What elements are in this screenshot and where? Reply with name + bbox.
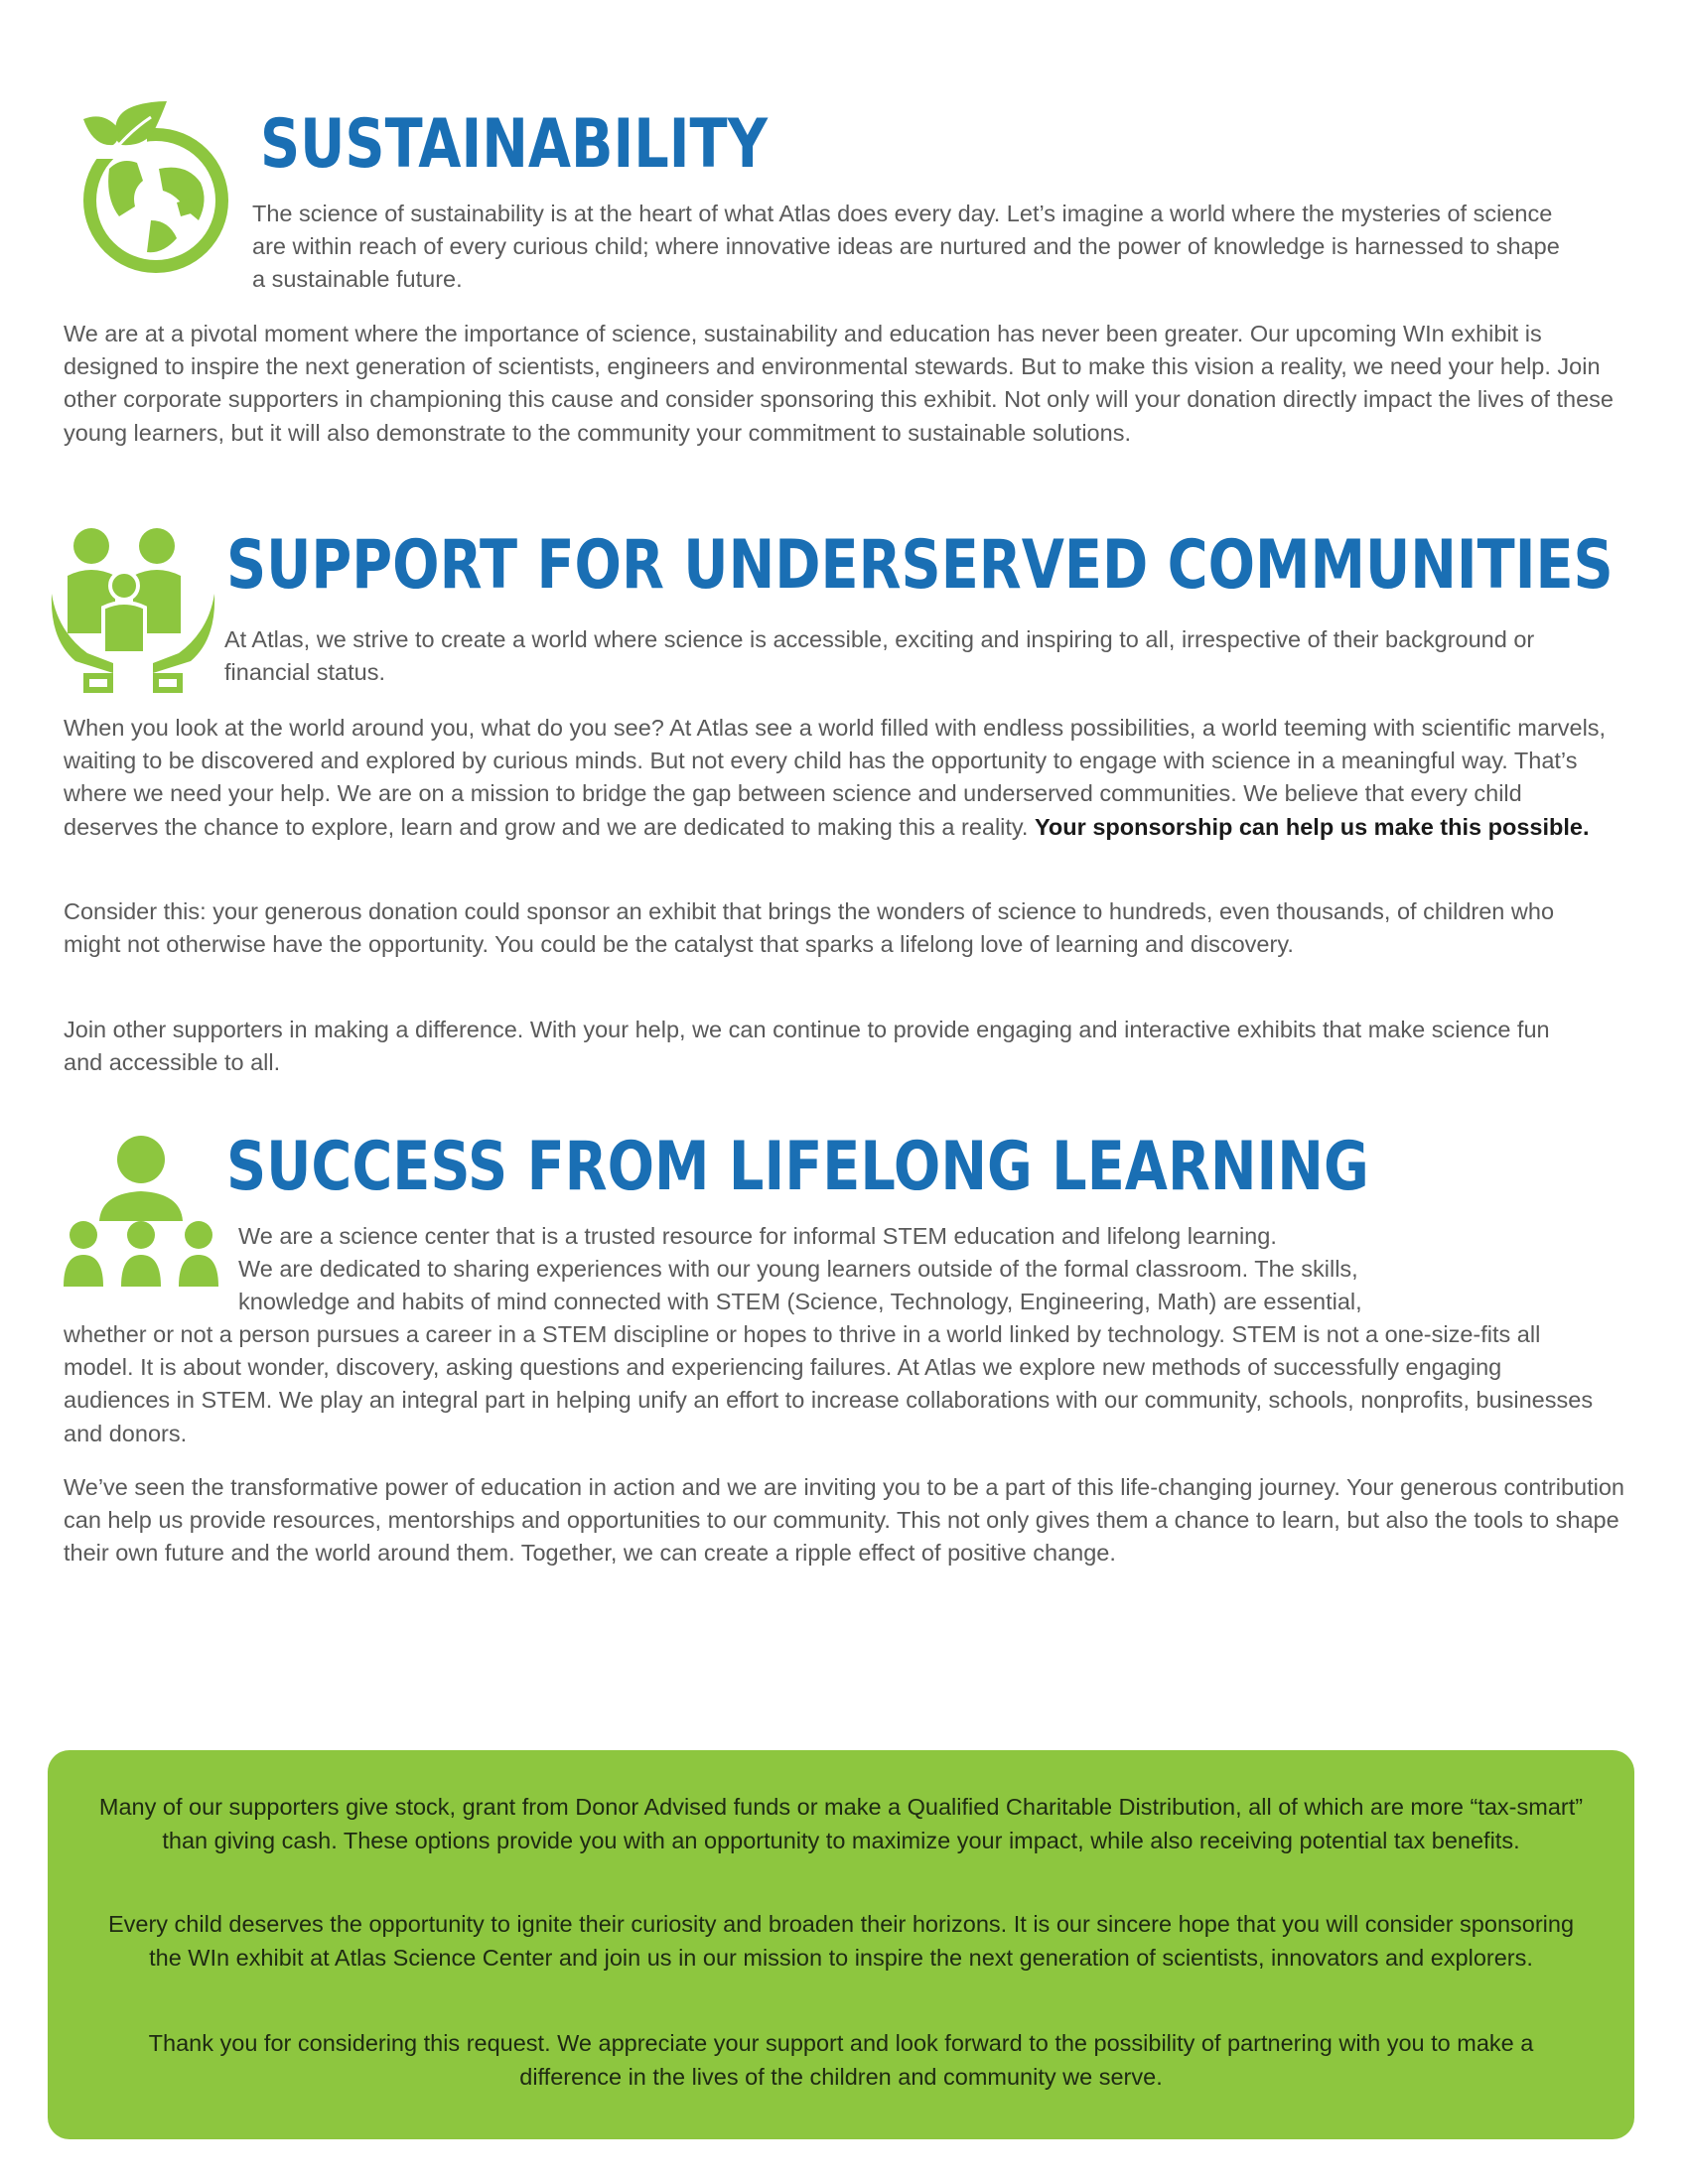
group-learning-icon: [62, 1132, 220, 1291]
globe-leaf-icon: [60, 99, 238, 278]
section-intro-line-3: knowledge and habits of mind connected with STEM (Science, Technology, Engineering, Math) are essential,: [238, 1289, 1362, 1314]
section-body-sustainability: We are at a pivotal moment where the importance of science, sustainability and education has never been greater. Our upcoming WIn exhibit is designed to inspire the next generation of scientists, engineers and environmental stewards. But to make this vision a reality, we need your help. Join other corporate supporters in championing this cause and consider sponsoring this exhibit. Not only will your donation directly impact the lives of these young learners, but it will also demonstrate to the community your commitment to sustainable solutions.: [64, 321, 1614, 446]
section-intro-line-2: We are dedicated to sharing experiences with our young learners outside of the formal classroom. The skills,: [238, 1256, 1358, 1282]
tax-smart-callout: [48, 1750, 1634, 2139]
section-title-underserved: SUPPORT FOR UNDERSERVED COMMUNITIES: [226, 526, 1614, 605]
section-body-underserved-1-text: When you look at the world around you, what do you see? At Atlas see a world filled with endless possibilities, a world teeming with scientific marvels, waiting to be discovered and explored by curious minds. But not every child has the opportunity to engage with science in a meaningful way. That’s where we need your help. We are on a mission to bridge the gap between science and underserved communities. We believe that every child deserves the chance to explore, learn and grow and we are dedicated to making this a reality.: [64, 715, 1607, 840]
bold-sponsorship-sentence: Your sponsorship can help us make this possible.: [1035, 813, 1590, 840]
section-title-sustainability: SUSTAINABILITY: [260, 105, 768, 184]
section-body-underserved-3: Join other supporters in making a difference. With your help, we can continue to provide engaging and interactive exhibits that make science fun and accessible to all.: [64, 1017, 1550, 1076]
section-title-lifelong-learning: SUCCESS FROM LIFELONG LEARNING: [226, 1128, 1369, 1206]
section-intro-line-1: We are a science center that is a trusted resource for informal STEM education and lifelong learning.: [238, 1223, 1277, 1249]
section-body-lifelong-1: whether or not a person pursues a career in a STEM discipline or hopes to thrive in a world linked by technology. STEM is not a one-size-fits all model. It is about wonder, discovery, asking questions and experiencing failures. At Atlas we explore new methods of successfully engaging audiences in STEM. We play an integral part in helping unify an effort to increase collaborations with our community, schools, nonprofits, businesses and donors.: [64, 1321, 1594, 1446]
family-hands-icon: [48, 524, 218, 695]
section-intro-sustainability: The science of sustainability is at the heart of what Atlas does every day. Let’s imagine a world where the mysteries of science are within reach of every curious child; where innovative ideas are nurtured and the power of knowledge is harnessed to shape a sustainable future.: [252, 201, 1560, 293]
callout-paragraph-3: Thank you for considering this request. We appreciate your support and look forward to the possibility of partnering with you to make a difference in the lives of the children and community we serve.: [148, 2030, 1534, 2090]
section-intro-underserved: At Atlas, we strive to create a world where science is accessible, exciting and inspiring to all, irrespective of their background or financial status.: [224, 626, 1535, 686]
section-body-underserved-2: Consider this: your generous donation could sponsor an exhibit that brings the wonders of science to hundreds, even thousands, of children who might not otherwise have the opportunity. You could be the catalyst that sparks a lifelong love of learning and discovery.: [64, 898, 1555, 958]
callout-paragraph-2: Every child deserves the opportunity to ignite their curiosity and broaden their horizons. It is our sincere hope that you will consider sponsoring the WIn exhibit at Atlas Science Center and join us in our mission to inspire the next generation of scientists, innovators and explorers.: [107, 1911, 1575, 1971]
callout-paragraph-1: Many of our supporters give stock, grant from Donor Advised funds or make a Qualified Charitable Distribution, all of which are more “tax-smart” than giving cash. These options provide you with an opportunity to maximize your impact, while also receiving potential tax benefits.: [98, 1794, 1584, 1853]
section-body-lifelong-2: We’ve seen the transformative power of education in action and we are inviting you to be a part of this life-changing journey. Your generous contribution can help us provide resources, mentorships and opportunities to our community. This not only gives them a chance to learn, but also the tools to shape their own future and the world around them. Together, we can create a ripple effect of positive change.: [64, 1474, 1624, 1567]
section-body-underserved-1: [64, 712, 1613, 844]
